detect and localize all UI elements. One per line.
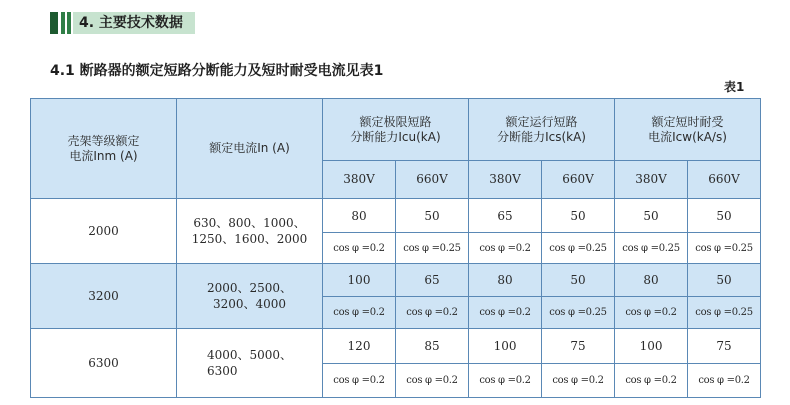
value-cell: 65 <box>396 264 469 297</box>
header-group-icu-line1: 额定极限短路 <box>359 114 432 129</box>
value-cell: 75 <box>688 329 761 364</box>
table-row <box>31 199 761 233</box>
voltage-cell: 380V <box>469 161 542 199</box>
rated-current-line: 630、800、1000、 <box>193 216 306 230</box>
value-cell: 100 <box>323 264 396 297</box>
rated-current-cell <box>177 329 323 398</box>
header-rated-current: 额定电流In (A) <box>177 99 323 199</box>
rated-current-line: 2000、2500、 <box>206 281 293 295</box>
value-cell: 50 <box>688 199 761 233</box>
value-cell: 85 <box>396 329 469 364</box>
power-factor-cell: cos φ =0.25 <box>542 297 615 329</box>
rated-current-line: 6300 <box>206 364 238 378</box>
rated-current-text <box>207 347 292 379</box>
value-cell: 100 <box>469 329 542 364</box>
rated-current-cell <box>177 199 323 264</box>
power-factor-cell: cos φ =0.2 <box>542 364 615 398</box>
power-factor-cell: cos φ =0.2 <box>396 364 469 398</box>
value-cell: 50 <box>615 199 688 233</box>
power-factor-cell: cos φ =0.25 <box>688 297 761 329</box>
header-shell-line1: 壳架等级额定 <box>67 133 140 148</box>
value-cell: 100 <box>615 329 688 364</box>
power-factor-cell: cos φ =0.2 <box>615 364 688 398</box>
tech-data-table <box>30 98 761 398</box>
value-cell: 75 <box>542 329 615 364</box>
header-group-ics-line2: 分断能力Ics(kA) <box>497 129 586 144</box>
subsection-title: 4.1 断路器的额定短路分断能力及短时耐受电流见表1 <box>50 63 384 79</box>
power-factor-cell: cos φ =0.2 <box>323 297 396 329</box>
rated-current-line: 3200、4000 <box>212 297 287 311</box>
power-factor-cell: cos φ =0.2 <box>469 364 542 398</box>
header-group-icw-line2: 电流Icw(kA/s) <box>648 129 727 144</box>
header-shell-current <box>31 99 177 199</box>
header-group-icu-line2: 分断能力Icu(kA) <box>350 129 441 144</box>
rated-current-line: 4000、5000、 <box>206 348 293 362</box>
header-shell-line2: 电流Inm (A) <box>69 148 138 163</box>
value-cell: 80 <box>323 199 396 233</box>
power-factor-cell: cos φ =0.2 <box>615 297 688 329</box>
table-row <box>31 264 761 297</box>
value-cell: 80 <box>615 264 688 297</box>
power-factor-cell: cos φ =0.2 <box>323 233 396 264</box>
value-cell: 65 <box>469 199 542 233</box>
value-cell: 50 <box>542 199 615 233</box>
power-factor-cell: cos φ =0.25 <box>542 233 615 264</box>
value-cell: 80 <box>469 264 542 297</box>
power-factor-cell: cos φ =0.2 <box>323 364 396 398</box>
header-row <box>31 99 761 161</box>
power-factor-cell: cos φ =0.2 <box>396 297 469 329</box>
table-label: 表1 <box>724 80 745 94</box>
header-group-ics-line1: 额定运行短路 <box>505 114 578 129</box>
voltage-cell: 380V <box>323 161 396 199</box>
rated-current-line: 1250、1600、2000 <box>191 232 308 246</box>
header-group-ics <box>469 99 615 161</box>
header-group-icw-line1: 额定短时耐受 <box>651 114 724 129</box>
section-header <box>50 12 210 34</box>
voltage-cell: 660V <box>396 161 469 199</box>
shell-current-cell: 6300 <box>31 329 177 398</box>
shell-current-cell: 2000 <box>31 199 177 264</box>
voltage-cell: 660V <box>688 161 761 199</box>
header-group-icu <box>323 99 469 161</box>
shell-current-cell: 3200 <box>31 264 177 329</box>
value-cell: 50 <box>688 264 761 297</box>
power-factor-cell: cos φ =0.2 <box>469 297 542 329</box>
value-cell: 120 <box>323 329 396 364</box>
value-cell: 50 <box>542 264 615 297</box>
voltage-cell: 660V <box>542 161 615 199</box>
section-bar-decoration <box>50 12 73 34</box>
header-group-icw <box>615 99 761 161</box>
power-factor-cell: cos φ =0.25 <box>688 233 761 264</box>
power-factor-cell: cos φ =0.25 <box>396 233 469 264</box>
voltage-cell: 380V <box>615 161 688 199</box>
power-factor-cell: cos φ =0.25 <box>615 233 688 264</box>
rated-current-cell <box>177 264 323 329</box>
table-row <box>31 329 761 364</box>
power-factor-cell: cos φ =0.2 <box>469 233 542 264</box>
section-title: 4. 主要技术数据 <box>73 12 195 34</box>
power-factor-cell: cos φ =0.2 <box>688 364 761 398</box>
value-cell: 50 <box>396 199 469 233</box>
